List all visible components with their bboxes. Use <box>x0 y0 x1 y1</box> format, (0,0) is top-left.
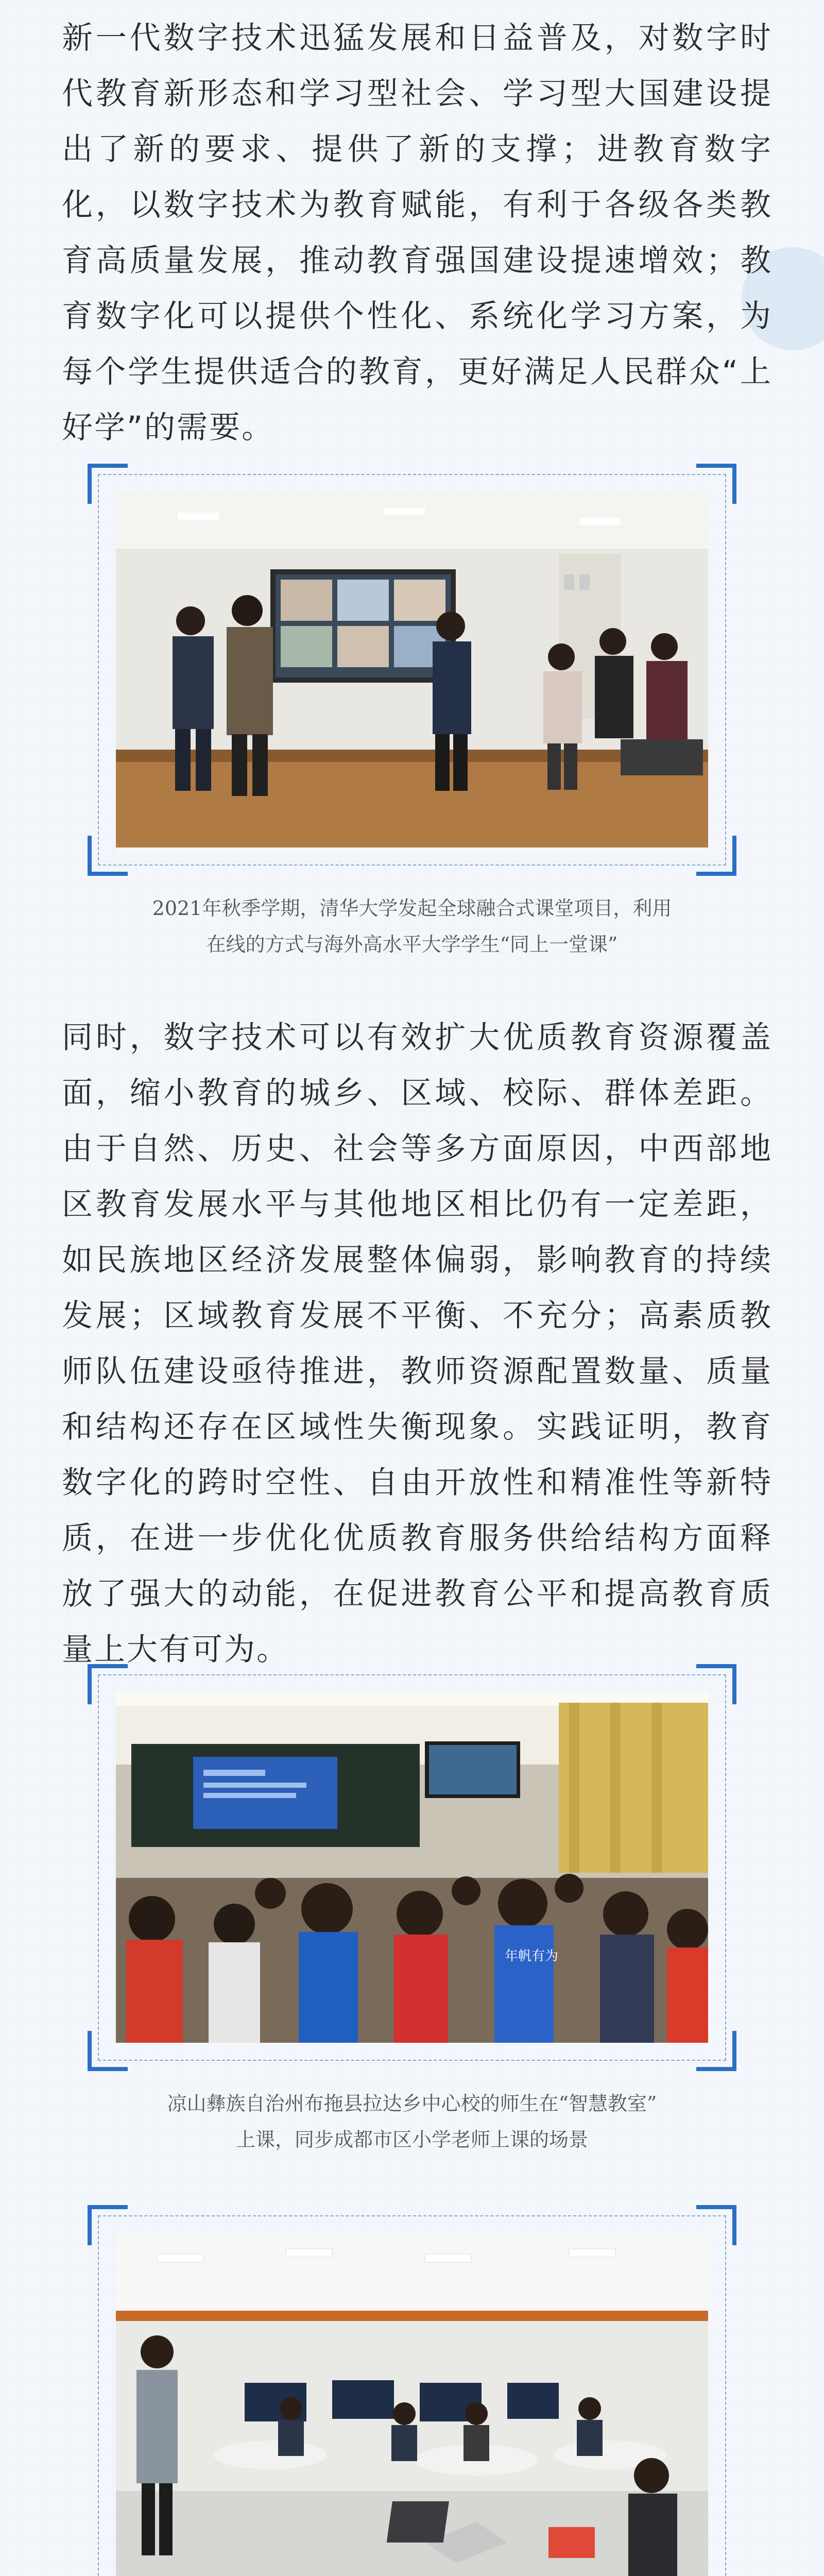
caption-line: 凉山彝族自治州布拖县拉达乡中心校的师生在“智慧教室” <box>167 2092 657 2115</box>
photo-frame-3 <box>88 2205 736 2576</box>
photo-caption-2 <box>72 2086 752 2158</box>
photo-caption-1 <box>72 890 752 962</box>
caption-line: 在线的方式与海外高水平大学学生“同上一堂课” <box>206 933 618 956</box>
caption-line: 上课，同步成都市区小学老师上课的场景 <box>235 2128 588 2151</box>
shirt-print: 年帆有为 <box>505 1948 559 1964</box>
photo-frame-2 <box>88 1664 736 2071</box>
photo-teacher-training <box>116 2233 708 2576</box>
caption-line: 2021年秋季学期，清华大学发起全球融合式课堂项目，利用 <box>152 897 672 920</box>
paragraph-intro: 新一代数字技术迅猛发展和日益普及，对数字时代教育新形态和学习型社会、学习型大国建设提出了新的要求、提供了新的支撑；进教育数字化，以数字技术为教育赋能，有利于各级各类教育高质量发展，推动教育强国建设提速增效；教育数字化可以提供个性化、系统化学习方案，为每个学生提供适合的教育，更好满足人民群众“上好学”的需要。 <box>62 20 772 446</box>
photo-frame-1 <box>88 464 736 876</box>
paragraph-main: 同时，数字技术可以有效扩大优质教育资源覆盖面，缩小教育的城乡、区域、校际、群体差距。由于自然、历史、社会等多方面原因，中西部地区教育发展水平与其他地区相比仍有一定差距，如民族地区经济发展整体偏弱，影响教育的持续发展；区域教育发展不平衡、不充分；高素质教师队伍建设亟待推进，教师资源配置数量、质量和结构还存在区域性失衡现象。实践证明，教育数字化的跨时空性、自由开放性和精准性等新特质，在进一步优化优质教育服务供给结构方面释放了强大的动能，在促进教育公平和提高教育质量上大有可为。 <box>62 1020 772 1668</box>
photo-smart-classroom <box>116 1692 708 2043</box>
photo-classroom-video-call <box>116 492 708 848</box>
